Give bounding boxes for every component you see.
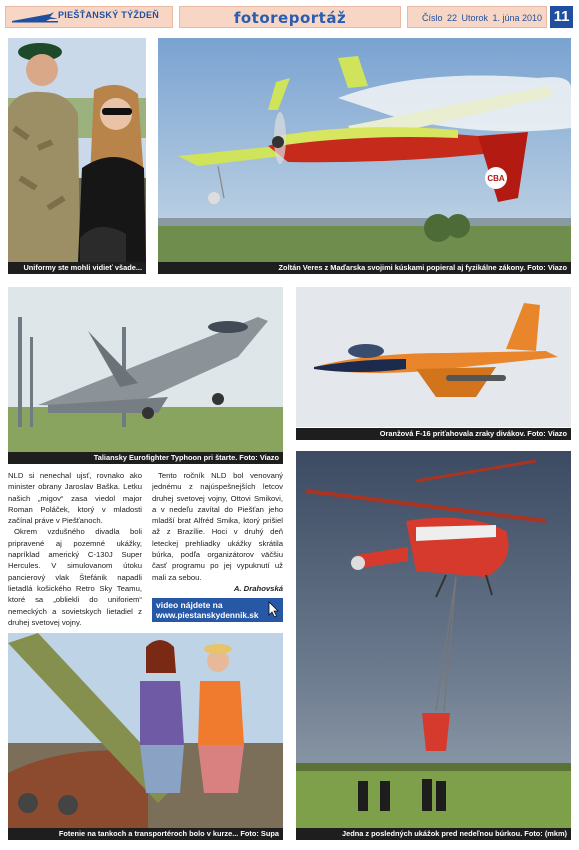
issue-info xyxy=(407,6,547,28)
f16-illustration xyxy=(296,287,571,427)
video-url-link[interactable]: www.piestanskydennik.sk xyxy=(156,610,259,620)
section-header xyxy=(179,6,401,28)
video-label: video nájdete na xyxy=(156,600,223,610)
eurofighter-illustration xyxy=(8,287,283,452)
aerobatic-plane-illustration xyxy=(158,38,571,262)
cba-logo: CBA xyxy=(487,174,505,183)
issue-number: 22 xyxy=(447,13,458,23)
photo-eurofighter xyxy=(8,287,283,452)
uniforms-illustration xyxy=(8,38,146,262)
article-author: A. Drahovská xyxy=(233,583,283,593)
section-title: fotoreportáž xyxy=(233,9,347,27)
issue-prefix: Číslo xyxy=(422,13,443,23)
article-paragraph: Okrem vzdušného divadla boli pripravené aj pozemné ukážky, napríklad americký C-130J Super Hercules. V simulovanom útoku pancierový vlak Štefánik napadli lietadlá košického Retro Sky Teamu, ktoré sa „obliekli do uniforiem“ nemeckých a sovietskych lietadiel z druhej svetovej vojny. xyxy=(8,527,142,627)
caption-uniforms: Uniformy ste mohli vidieť všade... xyxy=(8,262,146,274)
photo-aerobatic-plane xyxy=(158,38,571,262)
page-number: 11 xyxy=(550,6,573,28)
photo-f16 xyxy=(296,287,571,427)
article-paragraph: NLD si nenechal ujsť, rovnako ako minister obrany Jaroslav Baška. Letku našich „migov“ zasa viedol major Roman Poláček, ktorý v mladosti začínal práve v Piešťanoch. xyxy=(8,471,142,526)
logo-text: PIEŠŤANSKÝ TÝŽDEŇ xyxy=(58,10,160,20)
issue-date: 1. júna 2010 xyxy=(492,13,542,23)
caption-helicopter: Jedna z posledných ukážok pred nedeľnou búrkou. Foto: (mkm) xyxy=(296,828,571,840)
tank-illustration xyxy=(8,633,283,828)
caption-aerobatic-plane: Zoltán Veres z Maďarska svojimi kúskami popieral aj fyzikálne zákony. Foto: Viazo xyxy=(158,262,571,274)
article-column-2 xyxy=(152,470,283,594)
article-column-1 xyxy=(8,470,142,628)
photo-tank xyxy=(8,633,283,828)
helicopter-illustration xyxy=(296,451,571,828)
video-link-box[interactable] xyxy=(152,598,283,622)
photo-helicopter xyxy=(296,451,571,828)
article-paragraph: Tento ročník NLD bol venovaný jednému z najúspešnejších letcov druhej svetovej vojny, Ottovi Smikovi, a v nedeľu zavítal do Piešťan jeho mladší brat Alfréd Smika, ktorý prišiel až z Brazílie. Hoci v druhý deň leteckej prehliadky ukážky skrátila búrka, podľa organizátorov väčšiu časť programu po jej vypuknutí už mali za sebou. xyxy=(152,471,283,582)
photo-uniforms xyxy=(8,38,146,262)
caption-f16: Oranžová F-16 priťahovala zraky divákov. Foto: Viazo xyxy=(296,428,571,440)
cursor-icon xyxy=(268,601,280,618)
caption-tank: Fotenie na tankoch a transportéroch bolo v kurze... Foto: Supa xyxy=(8,828,283,840)
issue-day: Utorok xyxy=(461,13,488,23)
caption-eurofighter: Taliansky Eurofighter Typhoon pri štarte. Foto: Viazo xyxy=(8,452,283,464)
masthead xyxy=(5,6,173,28)
